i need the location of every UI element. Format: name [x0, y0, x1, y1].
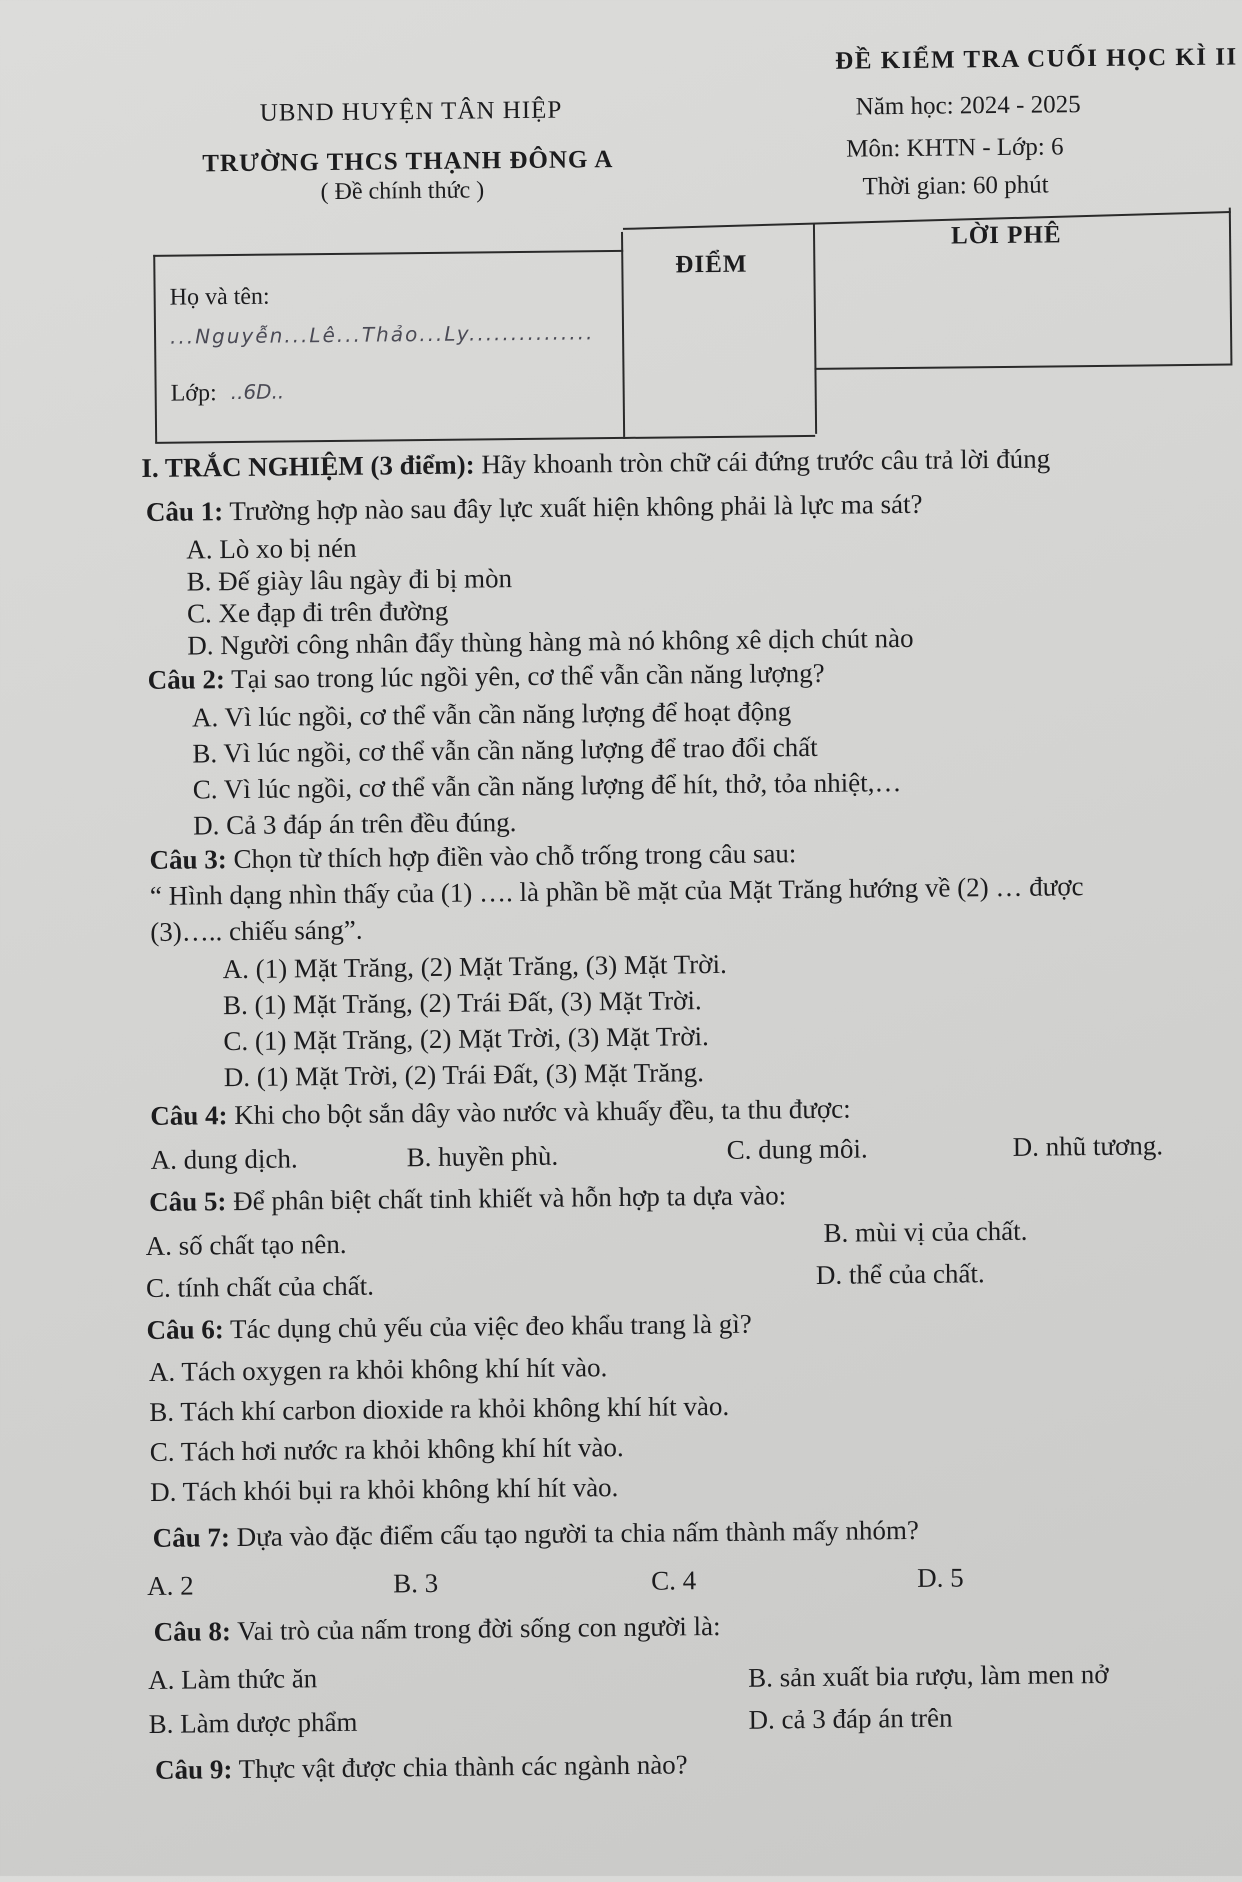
question-8: [153, 1611, 720, 1648]
option[interactable]: B. sản xuất bia rượu, làm men nở: [747, 1658, 1109, 1693]
name-value[interactable]: ...Nguyễn...Lê...Thảo...Ly...............: [169, 320, 595, 349]
option[interactable]: B. mùi vị của chất.: [823, 1215, 1028, 1248]
question-label: Câu 9:: [154, 1754, 233, 1785]
question-text: Dựa vào đặc điểm cấu tạo người ta chia nấm thành mấy nhóm?: [236, 1514, 920, 1553]
question-text: Thực vật được chia thành các ngành nào?: [238, 1749, 688, 1785]
question-text: Chọn từ thích hợp điền vào chỗ trống trong câu sau:: [233, 838, 797, 875]
option[interactable]: B. Đế giày lâu ngày đi bị mòn: [186, 563, 513, 597]
question-text: Trường hợp nào sau đây lực xuất hiện không phải là lực ma sát?: [229, 488, 923, 527]
option[interactable]: C. Vì lúc ngồi, cơ thể vẫn cần năng lượng để hít, thở, tỏa nhiệt,…: [192, 767, 902, 805]
option[interactable]: C. Tách hơi nước ra khỏi không khí hít vào.: [149, 1431, 624, 1467]
section-heading: [141, 443, 1050, 484]
name-label: Họ và tên:: [169, 283, 270, 311]
option[interactable]: A. Lò xo bị nén: [186, 532, 357, 565]
question-label: Câu 1:: [145, 496, 224, 527]
section-instruction: Hãy khoanh tròn chữ cái đứng trước câu trả lời đúng: [481, 443, 1051, 480]
option[interactable]: C. Xe đạp đi trên đường: [186, 595, 449, 629]
option[interactable]: A. số chất tạo nên.: [145, 1228, 347, 1261]
option[interactable]: B. huyền phù.: [406, 1140, 559, 1173]
question-label: Câu 8:: [153, 1616, 232, 1647]
comment-label: LỜI PHÊ: [950, 221, 1062, 250]
option[interactable]: A. (1) Mặt Trăng, (2) Mặt Trăng, (3) Mặt Trời.: [222, 948, 727, 985]
question-label: Câu 2:: [147, 664, 226, 695]
option[interactable]: D. Tách khói bụi ra khỏi không khí hít vào.: [150, 1472, 619, 1507]
option[interactable]: C. 4: [650, 1565, 697, 1596]
question-text: Tại sao trong lúc ngồi yên, cơ thể vẫn cần năng lượng?: [231, 657, 825, 695]
option[interactable]: C. dung môi.: [726, 1133, 868, 1165]
option[interactable]: B. Tách khí carbon dioxide ra khỏi không khí hít vào.: [149, 1390, 730, 1427]
district-name: UBND HUYỆN TÂN HIỆP: [259, 96, 563, 127]
question-2: [148, 658, 825, 696]
official-label: ( Đề chính thức ): [320, 177, 485, 206]
section-title: I. TRẮC NGHIỆM (3 điểm):: [141, 449, 475, 483]
question-text: Để phân biệt chất tinh khiết và hỗn hợp ta dựa vào:: [232, 1180, 787, 1217]
option[interactable]: B. (1) Mặt Trăng, (2) Trái Đất, (3) Mặt Trời.: [222, 985, 702, 1021]
question-text: Khi cho bột sắn dây vào nước và khuấy đều, ta thu được:: [234, 1093, 851, 1131]
option[interactable]: D. thể của chất.: [815, 1258, 985, 1290]
question-label: Câu 6:: [146, 1314, 224, 1345]
question-text: Vai trò của nấm trong đời sống con người là:: [237, 1610, 721, 1647]
question-3: [149, 838, 796, 876]
question-label: Câu 3:: [149, 844, 227, 875]
exam-time: Thời gian: 60 phút: [862, 171, 1049, 201]
school-name: TRƯỜNG THCS THẠNH ĐÔNG A: [202, 146, 614, 178]
option[interactable]: D. 5: [916, 1562, 964, 1593]
option[interactable]: C. tính chất của chất.: [145, 1270, 375, 1303]
question-7: [152, 1515, 919, 1554]
score-label: ĐIỂM: [675, 250, 748, 279]
option[interactable]: A. Làm thức ăn: [147, 1663, 318, 1695]
option[interactable]: D. (1) Mặt Trời, (2) Trái Đất, (3) Mặt Trăng.: [223, 1057, 705, 1093]
option[interactable]: C. (1) Mặt Trăng, (2) Mặt Trời, (3) Mặt Trời.: [223, 1021, 709, 1057]
question-4: [150, 1094, 851, 1132]
question-label: Câu 4:: [150, 1100, 228, 1131]
question-1: [146, 489, 923, 528]
class-value[interactable]: ..6D..: [230, 379, 285, 405]
question-3-quote-line1: “ Hình dạng nhìn thấy của (1) …. là phần bề mặt của Mặt Trăng hướng về (2) … được: [149, 871, 1084, 911]
question-9: [155, 1749, 688, 1786]
option[interactable]: B. Vì lúc ngồi, cơ thể vẫn cần năng lượng để trao đổi chất: [192, 731, 818, 769]
option[interactable]: A. dung dịch.: [150, 1143, 298, 1175]
option[interactable]: A. Tách oxygen ra khỏi không khí hít vào.: [148, 1352, 608, 1387]
question-label: Câu 7:: [152, 1522, 231, 1553]
question-6: [146, 1309, 752, 1346]
class-label: Lớp:: [170, 380, 217, 407]
school-year: Năm học: 2024 - 2025: [855, 91, 1081, 121]
option[interactable]: D. Cả 3 đáp án trên đều đúng.: [193, 807, 517, 841]
question-5: [149, 1180, 786, 1218]
option[interactable]: A. 2: [147, 1570, 194, 1601]
option[interactable]: B. Làm dược phẩm: [148, 1706, 358, 1739]
option[interactable]: D. Người công nhân đẩy thùng hàng mà nó không xê dịch chút nào: [187, 622, 914, 661]
exam-title: ĐỀ KIỂM TRA CUỐI HỌC KÌ II: [835, 43, 1238, 75]
question-text: Tác dụng chủ yếu của việc đeo khẩu trang là gì?: [229, 1308, 752, 1345]
subject-grade: Môn: KHTN - Lớp: 6: [846, 133, 1064, 163]
question-label: Câu 5:: [148, 1186, 227, 1217]
option[interactable]: A. Vì lúc ngồi, cơ thể vẫn cần năng lượng để hoạt động: [191, 696, 792, 733]
option[interactable]: D. nhũ tương.: [1012, 1130, 1164, 1162]
question-3-quote-line2: (3)….. chiếu sáng”.: [150, 914, 363, 947]
option[interactable]: D. cả 3 đáp án trên: [748, 1702, 953, 1735]
option[interactable]: B. 3: [392, 1567, 439, 1599]
